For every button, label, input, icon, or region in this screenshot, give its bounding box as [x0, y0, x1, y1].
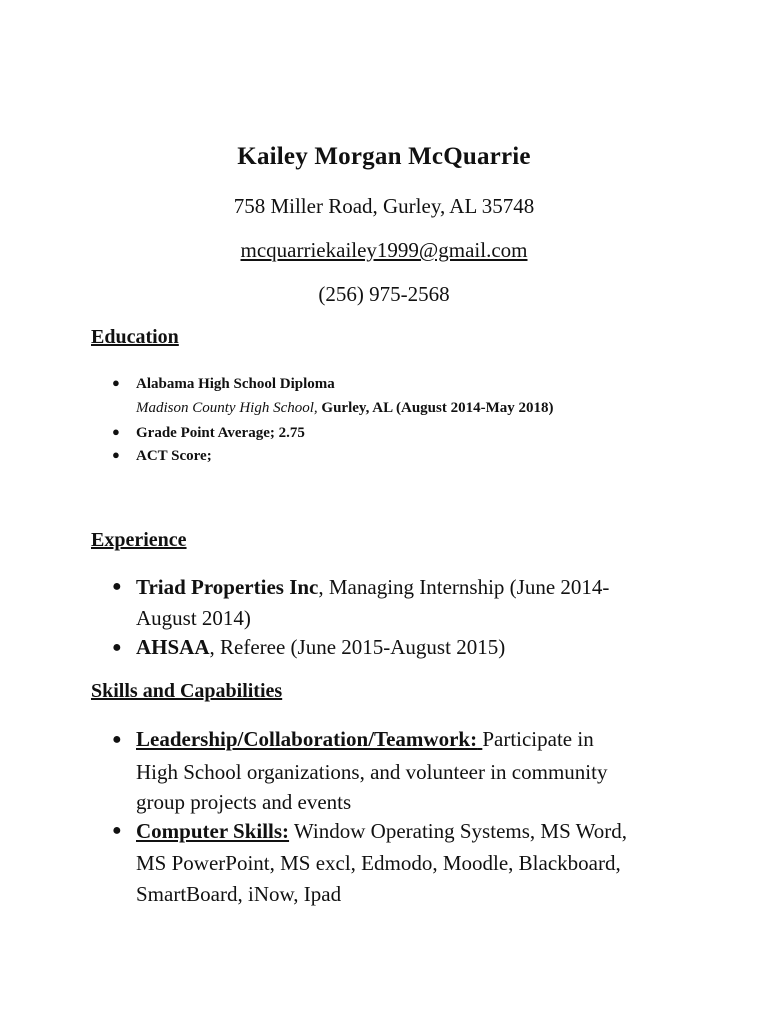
skills-item-leadership — [136, 727, 594, 752]
bullet-icon: ● — [112, 447, 120, 462]
candidate-email[interactable]: mcquarriekailey1999@gmail.com — [240, 238, 528, 262]
skills-heading: Skills and Capabilities — [91, 680, 283, 702]
school-location-dates: Gurley, AL (August 2014-May 2018) — [317, 400, 554, 416]
experience-org: AHSAA — [136, 635, 210, 659]
education-item-diploma: Alabama High School Diploma — [136, 376, 335, 392]
skills-item-computer-line2: MS PowerPoint, MS excl, Edmodo, Moodle, Blackboard, — [136, 851, 621, 875]
education-item-act: ACT Score; — [136, 448, 212, 464]
education-item-diploma-detail — [136, 400, 554, 417]
experience-detail: , Referee (June 2015-August 2015) — [209, 635, 506, 659]
candidate-name: Kailey Morgan McQuarrie — [237, 143, 531, 170]
bullet-icon: ● — [112, 822, 122, 839]
skill-detail: Participate in — [482, 727, 594, 751]
skills-item-computer — [136, 819, 627, 844]
education-heading: Education — [91, 326, 179, 348]
bullet-icon: ● — [112, 578, 122, 595]
skills-item-computer-line3: SmartBoard, iNow, Ipad — [136, 882, 342, 906]
school-name: Madison County High School, — [136, 400, 318, 416]
experience-org: Triad Properties Inc — [136, 575, 319, 599]
experience-item-ahsaa — [136, 635, 505, 660]
bullet-icon: ● — [112, 639, 122, 656]
bullet-icon: ● — [112, 424, 120, 439]
skill-label: Leadership/Collaboration/Teamwork: — [136, 727, 478, 751]
candidate-address: 758 Miller Road, Gurley, AL 35748 — [233, 194, 535, 218]
bullet-icon: ● — [112, 731, 122, 748]
education-item-gpa: Grade Point Average; 2.75 — [136, 425, 305, 441]
bullet-icon: ● — [112, 375, 120, 390]
skills-item-leadership-line2: High School organizations, and volunteer in community — [136, 760, 608, 784]
experience-heading: Experience — [91, 529, 187, 551]
experience-item-triad-cont: August 2014) — [136, 606, 251, 630]
skills-item-leadership-line3: group projects and events — [136, 790, 352, 814]
experience-item-triad — [136, 575, 609, 600]
experience-detail: , Managing Internship (June 2014- — [318, 575, 610, 599]
skill-detail: Window Operating Systems, MS Word, — [289, 819, 628, 843]
candidate-phone: (256) 975-2568 — [318, 282, 450, 306]
skill-label: Computer Skills: — [136, 819, 290, 843]
